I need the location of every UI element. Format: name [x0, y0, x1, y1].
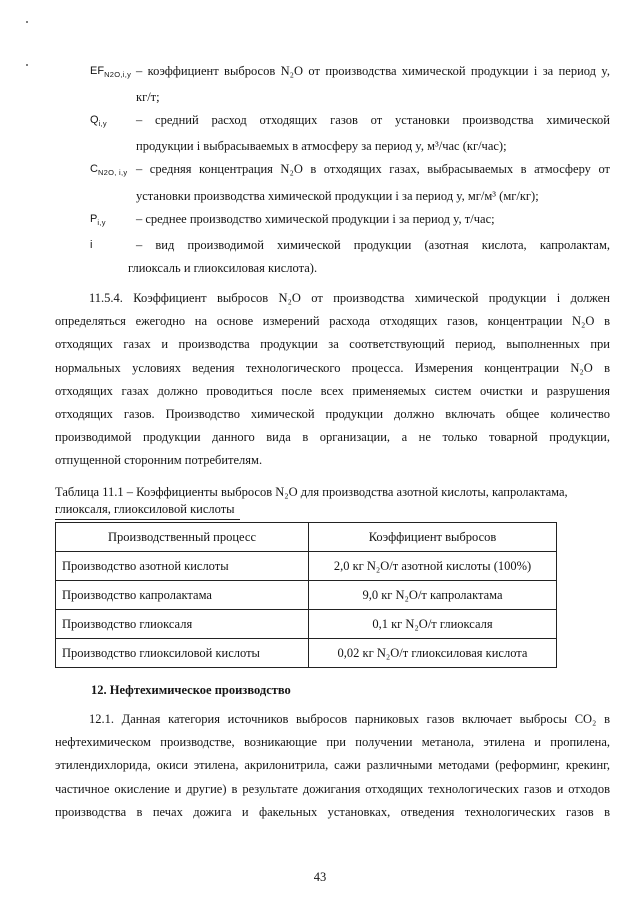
- emission-factors-table: [55, 522, 557, 668]
- paragraph-line: 11.5.4. Коэффициент выбросов N₂O от производства химической продукции i должен: [89, 291, 610, 305]
- paragraph-line: производимой продукции данного вида в организации, а не только товарной продукции,: [55, 430, 610, 445]
- symbol-i: i: [90, 238, 93, 251]
- page-number: 43: [313, 870, 327, 884]
- table-row: [56, 610, 557, 639]
- table-caption-line: Таблица 11.1 – Коэффициенты выбросов N₂O для производства азотной кислоты, капролактама,: [55, 485, 568, 499]
- caption-underline: [55, 519, 240, 520]
- definition-c: [90, 158, 610, 207]
- paragraph-line: определяться ежегодно на основе измерений расхода отходящих газов, концентрации N₂O в: [55, 314, 610, 329]
- definition-q: [90, 109, 610, 158]
- paragraph-line: отпущенной сторонним потребителям.: [55, 453, 263, 468]
- table-cell-factor: 9,0 кг N₂O/т капролактама: [309, 581, 557, 610]
- scan-speck: [26, 64, 28, 66]
- scan-speck: [26, 21, 28, 23]
- table-cell-factor: 0,02 кг N₂O/т глиоксиловая кислота: [309, 639, 557, 668]
- table-header-row: [56, 523, 557, 552]
- paragraph-line: частичное окисление и другие) в результате дожигания отходящих технологических газов и отходов: [55, 781, 610, 796]
- table-caption: [55, 484, 615, 518]
- definition-text: – средний расход отходящих газов от установки производства химической: [136, 113, 610, 128]
- definition-text-cont: установки производства химической продукции i за период y, мг/м³ (мг/кг);: [136, 188, 539, 203]
- paragraph-line: нормальных условиях ведения технологического процесса. Измерения концентрации N₂O в: [55, 360, 610, 375]
- symbol-c: $C_{N2O, i,y}$: [90, 163, 128, 178]
- definition-p: [90, 208, 610, 234]
- definition-text-cont: кг/т;: [136, 90, 160, 105]
- paragraph-line: отходящих газах и производства продукции за соответствующий период, выполненных при: [55, 337, 610, 352]
- paragraph-line: 12.1. Данная категория источников выбросов парниковых газов включает выбросы CO₂ в: [89, 712, 610, 726]
- symbol-ef: $EF_{N2O,i,y}$: [90, 65, 132, 80]
- definition-text: – коэффициент выбросов N₂O от производства химической продукции i за период y,: [136, 64, 610, 78]
- definition-text: – среднее производство химической продукции i за период y, т/час;: [136, 211, 495, 226]
- paragraph-line: нефтехимическом производстве, возникающие при получении метанола, этилена и пропилена,: [55, 735, 610, 750]
- table-header-cell: Производственный процесс: [56, 523, 309, 552]
- table-cell-factor: 0,1 кг N₂O/т глиоксаля: [309, 610, 557, 639]
- paragraph-line: производства в печах дожига и факельных установках, отведения технологических газов в: [55, 804, 610, 819]
- definition-ef: [90, 60, 610, 109]
- definition-text: – вид производимой химической продукции (азотная кислота, капролактам,: [136, 237, 610, 252]
- table-cell-process: Производство глиоксаля: [56, 610, 309, 639]
- variable-definitions: [90, 60, 610, 280]
- paragraph-line: этилендихлорида, окиси этилена, акрилонитрила, сажи различными методами (реформинг, крекинг,: [55, 758, 610, 773]
- definition-text-cont: продукции i выбрасываемых в атмосферу за период y, м³/час (кг/час);: [136, 139, 507, 154]
- table-row: [56, 581, 557, 610]
- table-cell-process: Производство глиоксиловой кислоты: [56, 639, 309, 668]
- table-cell-factor: 2,0 кг N₂O/т азотной кислоты (100%): [309, 552, 557, 581]
- definition-text: – средняя концентрация N₂O в отходящих газах, выбрасываемых в атмосферу от: [136, 162, 610, 177]
- symbol-p: $P_{i,y}$: [90, 212, 106, 227]
- table-row: [56, 552, 557, 581]
- table-header-cell: Коэффициент выбросов: [309, 523, 557, 552]
- section-title: 12. Нефтехимическое производство: [91, 683, 291, 697]
- table-cell-process: Производство капролактама: [56, 581, 309, 610]
- table-row: [56, 639, 557, 668]
- table-cell-process: Производство азотной кислоты: [56, 552, 309, 581]
- table-caption-line: глиоксаля, глиоксиловой кислоты: [55, 502, 235, 516]
- paragraph-line: отходящих газов. Производство химической продукции должно включать общее количество: [55, 407, 610, 422]
- symbol-q: $Q_{i,y}$: [90, 114, 107, 129]
- definition-i: [90, 234, 610, 280]
- definition-text-cont: глиоксаль и глиоксиловая кислота).: [128, 260, 318, 275]
- paragraph-11-5-4: [55, 287, 610, 473]
- paragraph-line: отходящих газах должно проводиться после всех применяемых систем очистки и разрушения: [55, 383, 610, 398]
- paragraph-12-1: [55, 708, 610, 824]
